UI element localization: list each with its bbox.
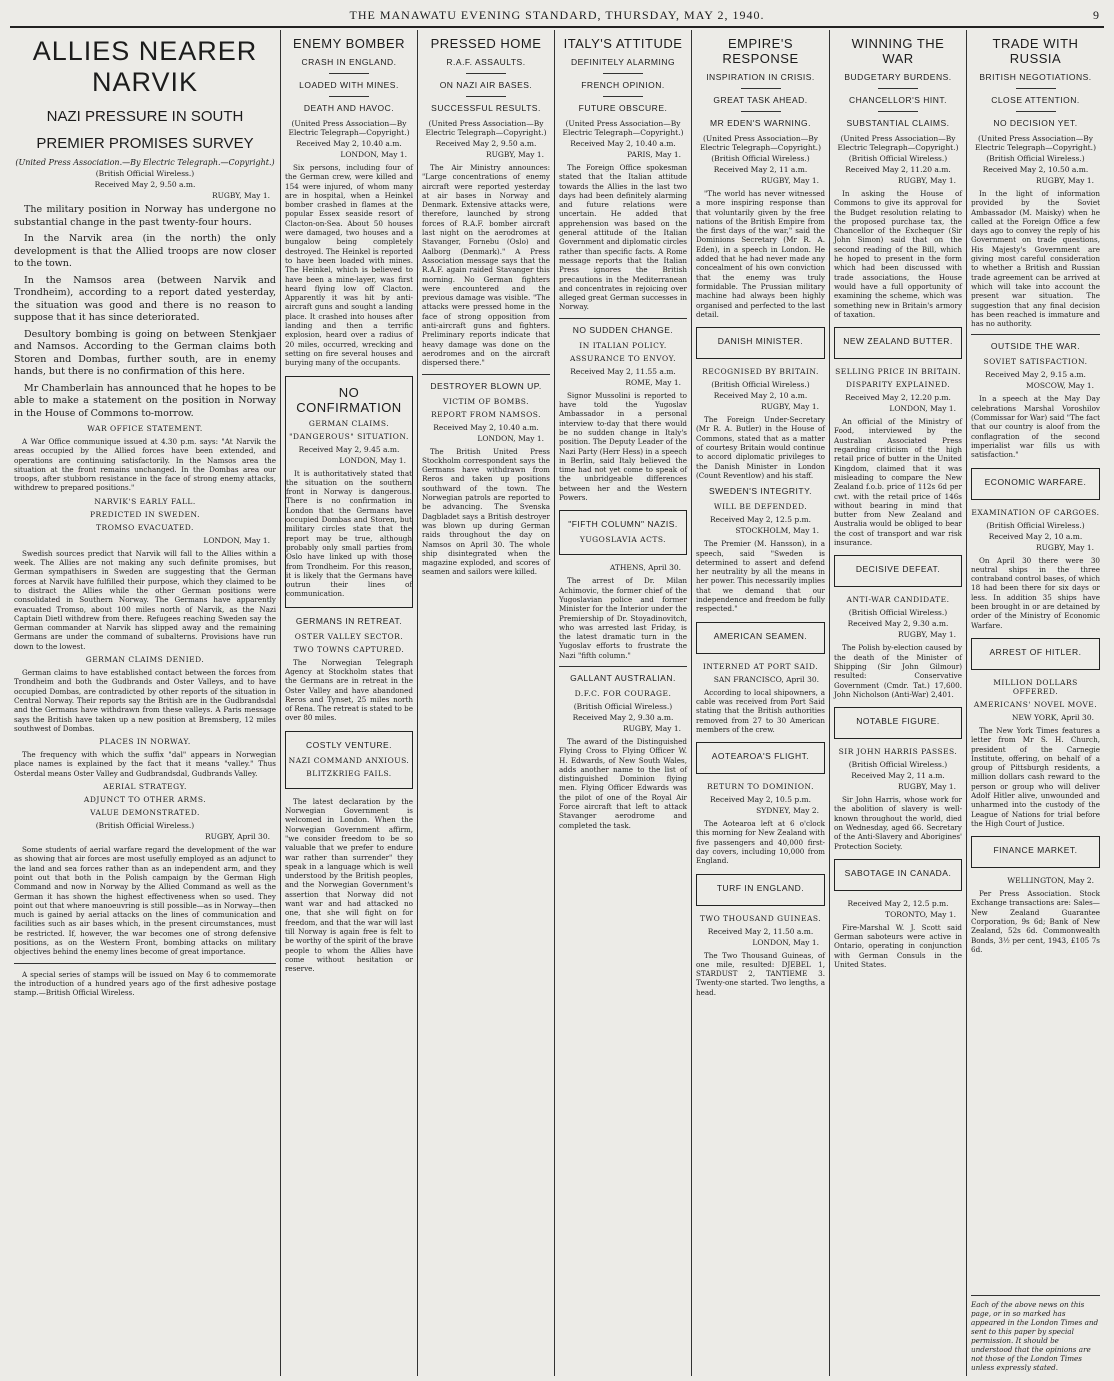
column-headline: EMPIRE'S RESPONSE (722, 36, 799, 66)
received-line: Received May 2, 10.40 a.m. (433, 422, 539, 432)
boxed-section (971, 468, 1100, 500)
received-line: Received May 2, 12.5 p.m. (709, 515, 812, 525)
boxed-section (834, 555, 962, 587)
article-paragraph: The Premier (M. Hansson), in a speech, said "Sweden is determined to assert and defend her neutrality by all the means in her power. This necessarily implies that we demand that our independence and freedom be fully respected." (696, 539, 825, 614)
article-paragraph: The British United Press Stockholm correspondent says the Germans have withdrawn from Reros and taken up positions southward of the town. The Norwegian patrols are reported to be advancing. The Svenska Dagbladet says a British destroyer was blown up during German raids throughout the day on Namsos on April 30. The whole ship disintegrated when the magazine exploded, and scores of seamen and sailors were killed. (422, 446, 550, 577)
received-line: Received May 2, 9.15 a.m. (985, 370, 1086, 380)
section-head: ECONOMIC WARFARE. (984, 476, 1087, 487)
section-subhead: INTERNED AT PORT SAID. (702, 661, 819, 671)
credit-line: (British Official Wireless.) (986, 154, 1085, 163)
section-head: PLACES IN NORWAY. (99, 737, 191, 747)
subheadline: NAZI PRESSURE IN SOUTH (46, 108, 244, 125)
section-head: NARVIK'S EARLY FALL. (94, 496, 196, 506)
column-subhead: DEFINITELY ALARMING (570, 57, 676, 67)
subheadline: PREMIER PROMISES SURVEY (36, 135, 254, 152)
article-paragraph: Swedish sources predict that Narvik will fall to the Allies within a week. The Allies are not making any such definite promises, but German sympathisers in Sweden are suggesting that the German forces at Narvik have fulfilled their purpose, which they claimed to be to distract the Allies while the other German positions were consolidated in Southern Norway. The Germans have apparently evacuated Tromso, about 100 miles north of Narvik, as the Nazi Captain Dietl withdrew from there. Refugees reaching Sweden say the German commander at Narvik has slipped away and the remaining Germans are under the command of subalterns. Provisions have run down to the lowest. (14, 548, 276, 651)
received-line: Received May 2, 10.5 p.m. (709, 795, 812, 805)
dateline-place: LONDON, May 1. (752, 937, 819, 947)
article-paragraph: Six persons, including four of the German crew, were killed and 154 were injured, of whom many are in hospital, when a Heinkel bomber crashed in flames at the popular Essex seaside resort of Clacton-on-Sea. About 50 houses were damaged, two houses and a bungalow being completely destroyed. The Heinkel is reported to have been loaded with mines. The Heinkel, which is believed to have been a mine-layer, was first heard flying low off Clacton. Apparently it was hit by anti-aircraft guns and sought a landing place. It crashed into houses after landing and then a terrific explosion, heard over a radius of 20 miles, occurred, wrecking and setting on fire several houses and burying many of the occupants. (285, 163, 413, 368)
received-line: Received May 2, 10.50 a.m. (982, 165, 1089, 174)
credit-line: (British Official Wireless.) (573, 701, 673, 711)
dateline-place: RUGBY, May 1. (897, 630, 956, 640)
article-paragraph: A War Office communique issued at 4.30 p.m. says: "At Narvik the areas occupied by the Allied forces have been extended, and operations are continuing satisfactorily. In the Namsos area the situation at the front remains unchanged. In the Dombas area our troops, after stubborn resistance in the face of strong enemy attacks, withdrew to prepared positions." (14, 437, 276, 493)
article-paragraph: Signor Mussolini is reported to have told the Yugoslav Ambassador in a personal interview to-day that there would be no sudden change in Italy's position. The Deputy Leader of the Nazi Party (Herr Hess) in a speech in Berlin, said Italy believed the time had not yet come to speak of the unbridgeable differences between her and the Western Powers. (559, 390, 687, 503)
article-paragraph: It is authoritatively stated that the situation on the southern front in Norway is dangerous. There is no confirmation in London that the Germans have occupied Dombas and Storen, but military circles state that the report may be true, although probably only small parties from Oslo have linked up with those from Trondheim. For this reason, it is likely that the Germans have outrun their lines of communication. (286, 468, 412, 599)
received-line: Received May 2, 10 a.m. (988, 531, 1083, 541)
boxed-section (696, 327, 825, 359)
dateline-place: RUGBY, May 1. (897, 782, 956, 792)
column-winning-the-war (830, 30, 967, 1376)
section-head: TURF IN ENGLAND. (716, 882, 805, 893)
column-trade-with-russia (967, 30, 1104, 1376)
section-subhead: ASSURANCE TO ENVOY. (570, 353, 676, 363)
section-head: DESTROYER BLOWN UP. (430, 380, 542, 391)
column-subhead: NO DECISION YET. (993, 118, 1078, 128)
article-paragraph: "The world has never witnessed a more inspiring response than that voluntarily given by the free nations of the British Empire from the first days of the war," said the Dominions Secretary (Mr R. A. Eden), in a speech in London. He added that he had never made any concealment of his own conviction that the enemy was truly formidable. The Prussian military machine had always been highly organised and perfected to the last detail. (696, 189, 825, 319)
divider (741, 111, 781, 112)
section-subhead: ANTI-WAR CANDIDATE. (846, 595, 950, 605)
article-paragraph: In asking the House of Commons to give its approval for the Budget resolution relating to the proposed purchase tax, the Chancellor of the Exchequer (Sir John Simon) said that on the second reading of the Bill, which he hoped to present in the form which had been discussed with trade associations, the House would have a full opportunity of examining the scheme, which was something new in Britain's armory of taxation. (834, 189, 962, 319)
boxed-section (834, 327, 962, 359)
section-subhead: SOVIET SATISFACTION. (983, 357, 1088, 367)
dateline-place: TORONTO, May 1. (885, 909, 956, 919)
section-subhead: SELLING PRICE IN BRITAIN. (835, 367, 961, 377)
column-subhead: DEATH AND HAVOC. (303, 103, 395, 113)
article-paragraph: The arrest of Dr. Milan Achimovic, the former chief of the Yugoslavian police and former Minister for the Interior under the Premiership of Dr. Stoyadinovitch, who was arrested last Friday, is the latest dramatic turn in the Yugoslav efforts to frustrate the Nazi "fifth column." (559, 576, 687, 660)
dateline-place: RUGBY, May 1. (1035, 542, 1094, 552)
section-head: COSTLY VENTURE. (305, 739, 393, 750)
section-subhead: TWO THOUSAND GUINEAS. (699, 913, 822, 923)
boxed-section (285, 376, 413, 608)
divider (971, 334, 1100, 335)
section-subhead: REPORT FROM NAMSOS. (431, 409, 541, 419)
article-paragraph: Some students of aerial warfare regard the development of the war as showing that air forces are most usefully employed as an adjunct to the land and sea forces rather than as an independent arm, and they point out that both in the Polish campaign by the German High Command and now in Norway by the Allied Command as well as the German it has shown the highest effectiveness when so used. They point out that where manoeuvring is still possible—as in Norway—then much is gained by aerial attacks on the lines of communication and facilities such as air bases which, in the present circumstances, must be restricted. If, however, the war becomes one of strong defensive positions, as on the Western Front, bombing attacks on military objectives behind the enemy lines become of great importance. (14, 845, 276, 957)
divider (1016, 111, 1056, 112)
received-line: Received May 2, 9.45 a.m. (298, 444, 400, 454)
received-line: Received May 2, 11.20 a.m. (845, 165, 951, 174)
divider (329, 96, 369, 97)
section-head: FINANCE MARKET. (993, 845, 1078, 856)
section-head: GALLANT AUSTRALIAN. (570, 672, 676, 683)
section-subhead: VICTIM OF BOMBS. (442, 396, 530, 406)
section-subhead: SIR JOHN HARRIS PASSES. (838, 747, 958, 757)
column-subhead: INSPIRATION IN CRISIS. (706, 72, 815, 82)
section-subhead: VALUE DEMONSTRATED. (90, 808, 200, 818)
section-subhead: D.F.C. FOR COURAGE. (574, 688, 672, 698)
article-paragraph: The Foreign Under-Secretary (Mr R. A. Butler) in the House of Commons, stated that as a matter of courtesy Britain would continue to accord diplomatic privileges to the Danish Minister in London (Count Reventlow) and his staff. (696, 415, 825, 480)
received-line: Received May 2, 10 a.m. (713, 391, 808, 401)
section-subhead: NAZI COMMAND ANXIOUS. (288, 755, 410, 765)
section-head: SWEDEN'S INTEGRITY. (708, 486, 813, 497)
received-line: Received May 2, 12.5 p.m. (847, 898, 949, 908)
received-line: Received May 2, 11 a.m. (851, 771, 945, 781)
column-subhead: MR EDEN'S WARNING. (710, 118, 811, 128)
credit-line: (United Press Association.—By Electric Telegraph.—Copyright.) (15, 158, 275, 167)
article-paragraph: In the Narvik area (in the north) the only development is that the Allied troops are now closer to the town. (14, 233, 276, 269)
section-head: NO SUDDEN CHANGE. (572, 324, 674, 335)
section-head: WAR OFFICE STATEMENT. (87, 424, 203, 433)
section-head: AOTEAROA'S FLIGHT. (711, 751, 810, 762)
column-subhead: CLOSE ATTENTION. (991, 95, 1080, 105)
boxed-section (696, 874, 825, 906)
credit-line: (United Press Association—By Electric Telegraph—Copyright.) (699, 134, 821, 152)
credit-line: (British Official Wireless.) (95, 169, 195, 178)
column-subhead: LOADED WITH MINES. (299, 80, 399, 90)
received-line: Received May 2, 10.40 a.m. (296, 139, 402, 148)
section-subhead: EXAMINATION OF CARGOES. (971, 507, 1100, 517)
dateline-place: STOCKHOLM, May 1. (735, 526, 819, 536)
divider (741, 88, 781, 89)
section-head: OUTSIDE THE WAR. (990, 341, 1081, 352)
credit-line: (British Official Wireless.) (711, 154, 810, 163)
boxed-section (559, 510, 687, 555)
column-subhead: FRENCH OPINION. (581, 80, 665, 90)
credit-line: (British Official Wireless.) (848, 154, 948, 163)
section-subhead: ADJUNCT TO OTHER ARMS. (83, 795, 207, 805)
article-paragraph: An official of the Ministry of Food, interviewed by the Australian Associated Press regarding criticism of the high retail price of butter in the United Kingdom, claimed that it was misleading to compare the New Zealand f.o.b. price of 112s 6d per cwt. with the retail price of 146s without bearing in mind that butter from New Zealand and Australia would be obliged to bear the cost of transport and war risk insurance. (834, 417, 962, 548)
divider (878, 111, 918, 112)
section-head: ARREST OF HITLER. (989, 646, 1082, 657)
section-subhead: TWO TOWNS CAPTURED. (293, 644, 405, 654)
column-subhead: FUTURE OBSCURE. (578, 103, 668, 113)
article-paragraph: The Norwegian Telegraph Agency at Stockholm states that the Germans are in retreat in the Oster Valley and have abandoned Reros and Tynset, 25 miles north of Rena. The retreat is stated to be over 80 miles. (285, 657, 413, 723)
dateline-place: SAN FRANCISCO, April 30. (713, 674, 819, 684)
divider (14, 963, 276, 964)
section-head: DANISH MINISTER. (717, 336, 804, 347)
dateline-place: RUGBY, April 30. (204, 832, 270, 842)
dateline-place: RUGBY, May 1. (622, 723, 681, 733)
received-line: Received May 2, 12.20 p.m. (845, 393, 951, 403)
section-subhead: RETURN TO DOMINION. (706, 782, 815, 792)
divider (422, 374, 550, 375)
column-allies-narvik (10, 30, 281, 1376)
section-subhead: BLITZKRIEG FAILS. (306, 768, 392, 778)
article-paragraph: The Polish by-election caused by the death of the Minister of Shipping (Sir John Gilmour) resulted: Conservative Government (Cmdr. Tat.) 17,600. John Nicholson (Anti-War) 2,401. (834, 643, 962, 699)
dateline-place: RUGBY, May 1. (485, 150, 544, 159)
dateline-place: RUGBY, May 1. (1035, 176, 1094, 185)
dateline-place: ATHENS, April 30. (609, 563, 681, 573)
article-paragraph: In the light of information provided by the Soviet Ambassador (M. Maisky) when he called at the Foreign Office a few days ago to convey the reply of his Government on trade questions, His Majesty's Government are giving most careful consideration to whether a British and Russian trade agreement can be arrived at which will take into account the present war situation. The suggestion that any final decision has been reached is immature and has no authority. (971, 189, 1100, 329)
section-subhead: OSTER VALLEY SECTOR. (294, 631, 404, 641)
divider (878, 88, 918, 89)
dateline-place: MOSCOW, May 1. (1026, 381, 1094, 391)
article-paragraph: In a speech at the May Day celebrations Marshal Voroshilov (Commissar for War) said "The fact that our country is aloof from the conflagration of the second imperialist war fills us with satisfaction." (971, 394, 1100, 460)
divider (329, 73, 369, 74)
dateline-place: RUGBY, May 1. (897, 176, 956, 185)
article-paragraph: German claims to have established contact between the forces from Trondheim and both the Gudbrands and Oster Valleys, and to have occupied Dombas, are contradicted by other reports of the situation in Central Norway. Their reports say the British are in the Gudbrandsdal and the Germans have withdrawn from these valleys. A Paris message says the British have taken up a new position at Bremsberg, 12 miles southwest of Dombas. (14, 668, 276, 733)
article-paragraph: Fire-Marshal W. J. Scott said German saboteurs were active in Ontario, operating in conjunction with German Consuls in the United States. (834, 922, 962, 970)
box-headline: NO CONFIRMATION (296, 384, 402, 415)
received-line: Received May 2, 9.30 a.m. (847, 619, 949, 629)
section-subhead: IN ITALIAN POLICY. (579, 340, 667, 350)
column-subhead: CRASH IN ENGLAND. (301, 57, 397, 67)
received-line: Received May 2, 10.40 a.m. (570, 139, 676, 148)
credit-line: (United Press Association—By Electric Telegraph—Copyright.) (288, 119, 410, 137)
boxed-section (971, 638, 1100, 670)
article-paragraph: In the Namsos area (between Narvik and Trondheim), according to a report dated yesterday, the situation was good and there is no reason to suppose that it has since deteriorated. (14, 274, 276, 323)
dateline-place: RUGBY, May 1. (760, 402, 819, 412)
dateline-place: LONDON, May 1. (477, 433, 544, 443)
divider (559, 318, 687, 319)
article-paragraph: The Two Thousand Guineas, of one mile, resulted: DJEBEL 1, STARDUST 2, TANTIEME 3. Twenty-one started. Two lengths, a head. (696, 950, 825, 997)
boxed-section (696, 742, 825, 774)
box-subhead: "DANGEROUS" SITUATION. (289, 431, 409, 441)
section-subhead: MILLION DOLLARS OFFERED. (993, 677, 1078, 696)
dateline-place: NEW YORK, April 30. (1011, 712, 1094, 722)
section-head: AMERICAN SEAMEN. (713, 630, 808, 641)
credit-line: (British Official Wireless.) (711, 380, 810, 390)
columns (10, 30, 1104, 1376)
article-paragraph: Per Press Association. Stock Exchange transactions are: Sales—New Zealand Guarantee Corporation, 9s 6d; Bank of New Zealand, 52s 6d. Commonwealth Bonds, 3½ per cent, 1943, £105 7s 6d. (971, 889, 1100, 954)
article-paragraph: Sir John Harris, whose work for the abolition of slavery is well-known throughout the world, died on Wednesday, aged 66. Secretary of the Anti-Slavery and Aborigines' Protection Society. (834, 795, 962, 851)
section-head: NEW ZEALAND BUTTER. (843, 336, 953, 347)
box-subhead: GERMAN CLAIMS. (308, 418, 390, 428)
column-pressed-home (418, 30, 555, 1376)
dateline-place: LONDON, May 1. (340, 150, 407, 159)
section-subhead: YUGOSLAVIA ACTS. (579, 535, 667, 545)
column-headline: PRESSED HOME (430, 36, 542, 51)
section-subhead: TROMSO EVACUATED. (96, 522, 194, 532)
dateline-place: PARIS, May 1. (627, 150, 681, 159)
article-paragraph: A special series of stamps will be issued on May 6 to commemorate the introduction of a hundred years ago of the first adhesive postage stamp.—British Official Wireless. (14, 969, 276, 998)
received-line: Received May 2, 9.30 a.m. (572, 712, 674, 722)
section-subhead: AMERICANS' NOVEL MOVE. (973, 699, 1098, 709)
received-line: Received May 2, 9.50 a.m. (94, 180, 196, 189)
article-paragraph: The latest declaration by the Norwegian Government is welcomed in London. When the Norwegian Government affirm, "we consider freedom to be so valuable that we prefer to endure war rather than surrender" they speak in a language which is well understood by the British peoples, and the Norwegian Government's assertion that Norway did not want war and had attacked no one, that she will fight on for freedom, and that the war will last till Norway is again free is felt to be worthy of the spirit of the brave people to whom the Allies have come without hesitation or reserve. (285, 796, 413, 974)
dateline-place: LONDON, May 1. (339, 455, 406, 465)
article-paragraph: The New York Times features a letter from Mr S. H. Church, president of the Carnegie Institute, offering, on behalf of a group of Pittsburgh residents, a million dollars cash reward to the person or group who will deliver Adolf Hitler alive, unwounded and unharmed into the custody of the League of Nations for trial before the High Court of Justice. (971, 725, 1100, 828)
column-headline: ENEMY BOMBER (293, 36, 405, 51)
page-number: 9 (1093, 8, 1100, 22)
section-head: GERMAN CLAIMS DENIED. (85, 655, 205, 665)
received-line: Received May 2, 11 a.m. (713, 165, 808, 174)
divider (603, 73, 643, 74)
divider (603, 96, 643, 97)
received-line: Received May 2, 9.50 a.m. (435, 139, 537, 148)
dateline-place: LONDON, May 1. (203, 535, 270, 545)
section-head: GERMANS IN RETREAT. (295, 615, 403, 626)
article-paragraph: The Foreign Office spokesman stated that the Italian attitude towards the Allies in the last two days had been definitely alarming and future relations were uncertain. He added that apprehension was based on the general attitude of the Italian Government and diplomatic circles rather than specific facts. A Rome message reports that the Italian Press ignores the British precautions in the Mediterranean and concentrates in rejoicing over alleged great German successes in Norway. (559, 163, 687, 312)
dateline-place: LONDON, May 1. (889, 404, 956, 414)
column-subhead: SUCCESSFUL RESULTS. (431, 103, 541, 113)
credit-line: (British Official Wireless.) (986, 520, 1085, 530)
article-paragraph: Desultory bombing is going on between Stenkjaer and Namsos. According to the German claims both Storen and Dombas, further south, are in enemy hands, but there is no confirmation of this here. (14, 328, 276, 377)
article-paragraph: The Air Ministry announces: "Large concentrations of enemy aircraft were reported yesterday at air bases in Norway and Denmark. Extensive attacks were, therefore, launched by strong forces of R.A.F. bomber aircraft last night on the aerodromes at Stavanger, Fornebu (Oslo) and Aalborg (Denmark)." A Press Association message says that the R.A.F. again raided Stavanger this morning. No German fighters were encountered and the previous damage was visible. "The attacks were pressed home in the face of strong opposition from anti-aircraft guns and fighters. Preliminary reports indicate that heavy damage was done on the aerodromes and on the aircraft dispersed there." (422, 163, 550, 368)
boxed-section (971, 836, 1100, 868)
boxed-section (285, 731, 413, 789)
section-subhead: DISPARITY EXPLAINED. (845, 380, 951, 390)
column-italys-attitude (555, 30, 692, 1376)
column-subhead: GREAT TASK AHEAD. (713, 95, 808, 105)
received-line: Received May 2, 11.55 a.m. (570, 366, 676, 376)
column-subhead: R.A.F. ASSAULTS. (446, 57, 526, 67)
headline: ALLIES NEARER NARVIK (32, 36, 258, 97)
divider (559, 666, 687, 667)
boxed-section (696, 622, 825, 654)
divider (466, 73, 506, 74)
section-subhead: WILL BE DEFENDED. (713, 502, 808, 512)
section-head: "FIFTH COLUMN" NAZIS. (568, 519, 678, 530)
dateline-place: ROME, May 1. (625, 377, 681, 387)
section-head: NOTABLE FIGURE. (856, 716, 940, 727)
column-subhead: BRITISH NEGOTIATIONS. (979, 72, 1092, 82)
column-headline: ITALY'S ATTITUDE (563, 36, 683, 51)
masthead (10, 4, 1104, 28)
credit-line: (United Press Association—By Electric Telegraph—Copyright.) (837, 134, 959, 152)
section-head: SABOTAGE IN CANADA. (844, 867, 952, 878)
credit-line: (British Official Wireless.) (848, 608, 948, 618)
column-subhead: BUDGETARY BURDENS. (844, 72, 952, 82)
credit-line: (United Press Association—By Electric Telegraph—Copyright.) (562, 119, 684, 137)
column-subhead: SUBSTANTIAL CLAIMS. (846, 118, 950, 128)
article-paragraph: On April 30 there were 30 neutral ships in the three contraband control bases, of which 18 had been there for six days or less. In addition 35 ships have been brought in or are detained by order of the Ministry of Economic Warfare. (971, 555, 1100, 630)
section-subhead: PREDICTED IN SWEDEN. (90, 509, 200, 519)
section-head: DECISIVE DEFEAT. (855, 564, 941, 575)
column-subhead: CHANCELLOR'S HINT. (848, 95, 947, 105)
article-paragraph: The military position in Norway has undergone no substantial change in the past twenty-four hours. (14, 204, 276, 228)
credit-line: (British Official Wireless.) (848, 760, 948, 770)
copyright-notice: Each of the above news on this page, or in so marked has appeared in the London Times and sent to this paper by special permission. It should be understood that the opinions are not those of the London Times unless expressly stated. (971, 1295, 1100, 1372)
dateline-place: RUGBY, May 1. (211, 191, 270, 200)
section-subhead: RECOGNISED BY BRITAIN. (702, 367, 819, 377)
article-paragraph: According to local shipowners, a cable was received from Port Said stating that the British authorities removed from 27 to 30 American members of the crew. (696, 687, 825, 734)
masthead-title: THE MANAWATU EVENING STANDARD, THURSDAY, MAY 2, 1940. (349, 8, 765, 22)
credit-line: (United Press Association—By Electric Telegraph—Copyright.) (425, 119, 547, 137)
article-paragraph: The frequency with which the suffix "dal" appears in Norwegian place names is explained by the fact that it means "valley." Thus Osterdal means Oster Valley and Gudbrandsdal, Gudbrands Valley. (14, 750, 276, 778)
dateline-place: RUGBY, May 1. (760, 176, 819, 185)
column-enemy-bomber (281, 30, 418, 1376)
dateline-place: SYDNEY, May 2. (756, 806, 819, 816)
article-paragraph: The Aotearoa left at 6 o'clock this morning for New Zealand with five passengers and 40,000 first-day covers, including 10,000 from England. (696, 819, 825, 866)
article-paragraph: Mr Chamberlain has announced that he hopes to be able to make a statement on the position in Norway in the House of Commons to-morrow. (14, 382, 276, 419)
received-line: Received May 2, 11.50 a.m. (707, 926, 814, 936)
column-subhead: ON NAZI AIR BASES. (439, 80, 533, 90)
divider (466, 96, 506, 97)
credit-line: (United Press Association—By Electric Telegraph—Copyright.) (974, 134, 1096, 152)
section-head: AERIAL STRATEGY. (103, 782, 187, 792)
credit-line: (British Official Wireless.) (95, 821, 195, 831)
divider (1016, 88, 1056, 89)
article-paragraph: The award of the Distinguished Flying Cross to Flying Officer W. H. Edwards, of New South Wales, adds another name to the list of distinguished Dominion flying men. Flying Officer Edwards was the pilot of one of the Royal Air Force aircraft that left to attack Stavanger aerodrome and completed the task. (559, 736, 687, 830)
column-headline: TRADE WITH RUSSIA (992, 36, 1079, 66)
boxed-section (834, 859, 962, 891)
boxed-section (834, 707, 962, 739)
column-headline: WINNING THE WAR (851, 36, 945, 66)
column-empires-response (692, 30, 830, 1376)
dateline-place: WELLINGTON, May 2. (1007, 876, 1094, 886)
